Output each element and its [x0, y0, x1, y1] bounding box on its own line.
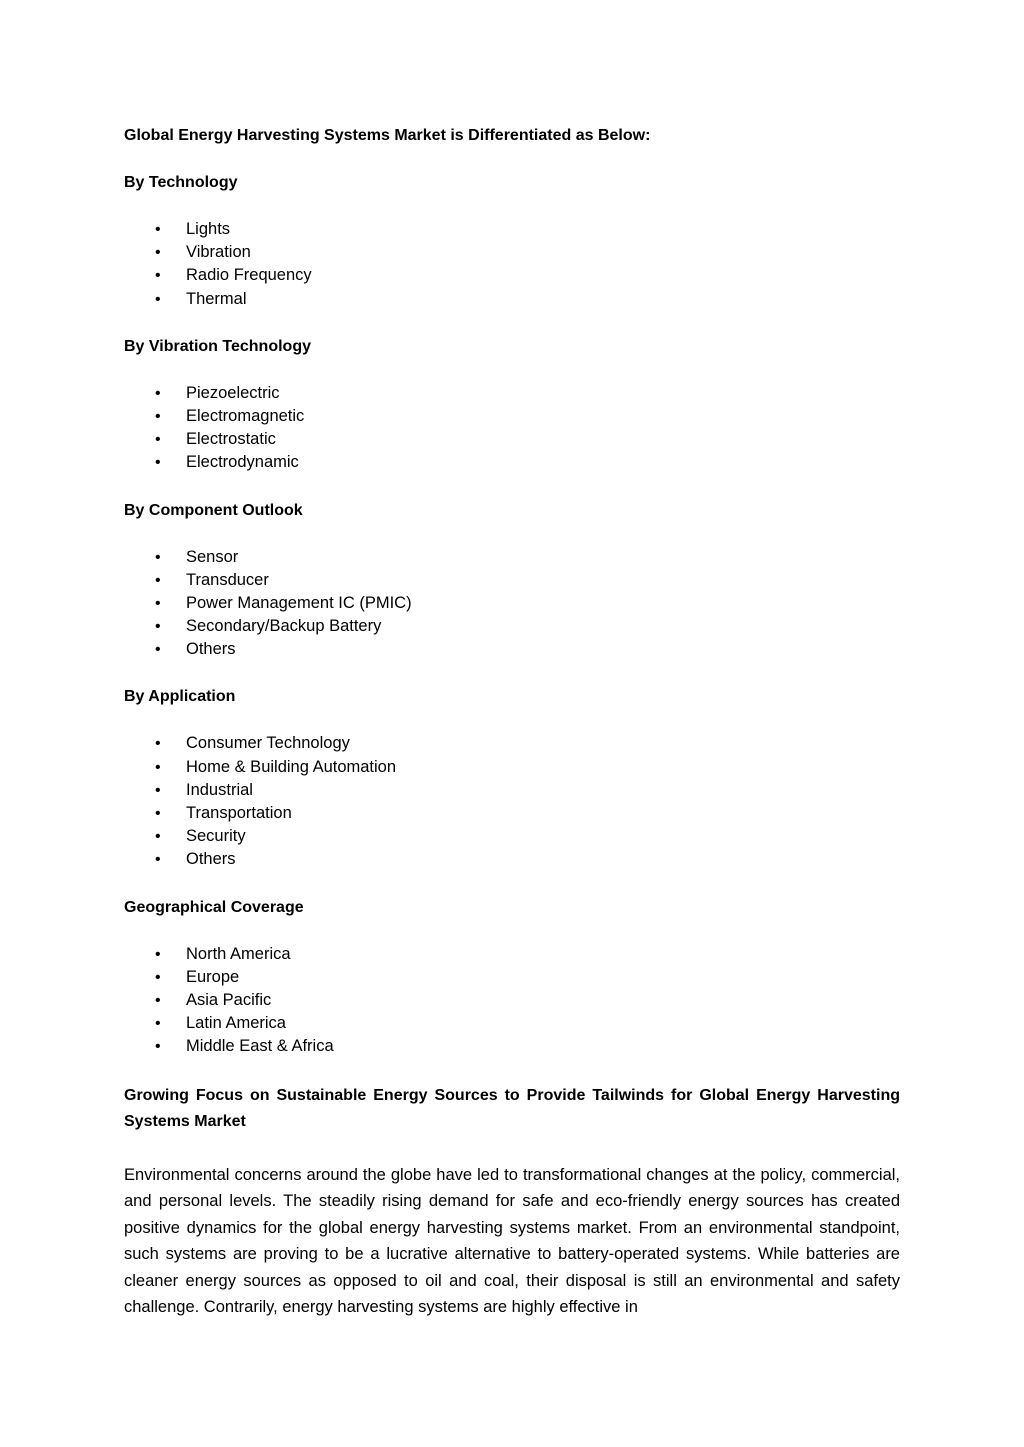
list-item: • Transportation [124, 802, 900, 825]
list-item: • Sensor [124, 546, 900, 569]
list-item: • Asia Pacific [124, 989, 900, 1012]
section-by-component-outlook [124, 499, 900, 662]
bullet-icon: • [155, 221, 161, 238]
bullet-icon: • [155, 244, 161, 262]
document-page [124, 124, 900, 1321]
bullet-list [124, 732, 900, 871]
list-item: • Security [124, 825, 900, 848]
article-heading: Growing Focus on Sustainable Energy Sources to Provide Tailwinds for Global Energy Harvesting Systems Market [124, 1086, 900, 1130]
bullet-icon: • [155, 290, 161, 308]
list-item: • Electromagnetic [124, 405, 900, 428]
section-geographical-coverage [124, 896, 900, 1059]
bullet-icon: • [155, 758, 161, 776]
bullet-list [124, 546, 900, 662]
bullet-list [124, 943, 900, 1059]
list-item: • Electrodynamic [124, 451, 900, 474]
bullet-icon: • [155, 571, 161, 589]
section-heading: By Vibration Technology [124, 337, 311, 355]
list-item: • Vibration [124, 241, 900, 264]
bullet-icon: • [155, 828, 161, 846]
section-by-application [124, 685, 900, 871]
bullet-icon: • [155, 618, 161, 636]
bullet-icon: • [155, 454, 161, 472]
section-heading: By Component Outlook [124, 501, 303, 519]
bullet-list [124, 218, 900, 311]
bullet-list [124, 382, 900, 475]
list-item: • Home & Building Automation [124, 756, 900, 779]
list-item: • Consumer Technology [124, 732, 900, 755]
bullet-icon: • [155, 1015, 161, 1033]
list-item: • Others [124, 848, 900, 871]
bullet-icon: • [155, 431, 161, 449]
bullet-icon: • [155, 641, 161, 659]
section-heading: Geographical Coverage [124, 898, 304, 916]
bullet-icon: • [155, 991, 161, 1009]
list-item: • Electrostatic [124, 428, 900, 451]
list-item: • Radio Frequency [124, 264, 900, 287]
bullet-icon: • [155, 1038, 161, 1056]
list-item: • Latin America [124, 1012, 900, 1035]
bullet-icon: • [155, 407, 161, 425]
list-item: • Lights [124, 218, 900, 241]
list-item: • Industrial [124, 779, 900, 802]
section-heading: By Technology [124, 174, 238, 191]
list-item: • Transducer [124, 569, 900, 592]
list-item: • Europe [124, 966, 900, 989]
document-title: Global Energy Harvesting Systems Market is Differentiated as Below: [124, 127, 651, 144]
list-item: • Power Management IC (PMIC) [124, 592, 900, 615]
list-item: • Secondary/Backup Battery [124, 615, 900, 638]
section-heading: By Application [124, 688, 236, 706]
section-by-technology [124, 171, 900, 311]
bullet-icon: • [155, 968, 161, 986]
bullet-icon: • [155, 267, 161, 285]
bullet-icon: • [155, 548, 161, 566]
section-by-vibration-technology [124, 335, 900, 475]
list-item: • North America [124, 943, 900, 966]
list-item: • Thermal [124, 288, 900, 311]
bullet-icon: • [155, 851, 161, 869]
bullet-icon: • [155, 384, 161, 402]
list-item: • Middle East & Africa [124, 1035, 900, 1058]
bullet-icon: • [155, 781, 161, 799]
bullet-icon: • [155, 594, 161, 612]
list-item: • Piezoelectric [124, 382, 900, 405]
article-body: Environmental concerns around the globe have led to transformational changes at the policy, commercial, and personal levels. The steadily rising demand for safe and eco-friendly energy sources has created positive dynamics for the global energy harvesting systems market. From an environmental standpoint, such systems are proving to be a lucrative alternative to battery-operated systems. While batteries are cleaner energy sources as opposed to oil and coal, their disposal is still an environmental and safety challenge. Contrarily, energy harvesting systems are highly effective in [124, 1165, 900, 1317]
bullet-icon: • [155, 735, 161, 753]
bullet-icon: • [155, 805, 161, 822]
bullet-icon: • [155, 945, 161, 963]
list-item: • Others [124, 638, 900, 661]
